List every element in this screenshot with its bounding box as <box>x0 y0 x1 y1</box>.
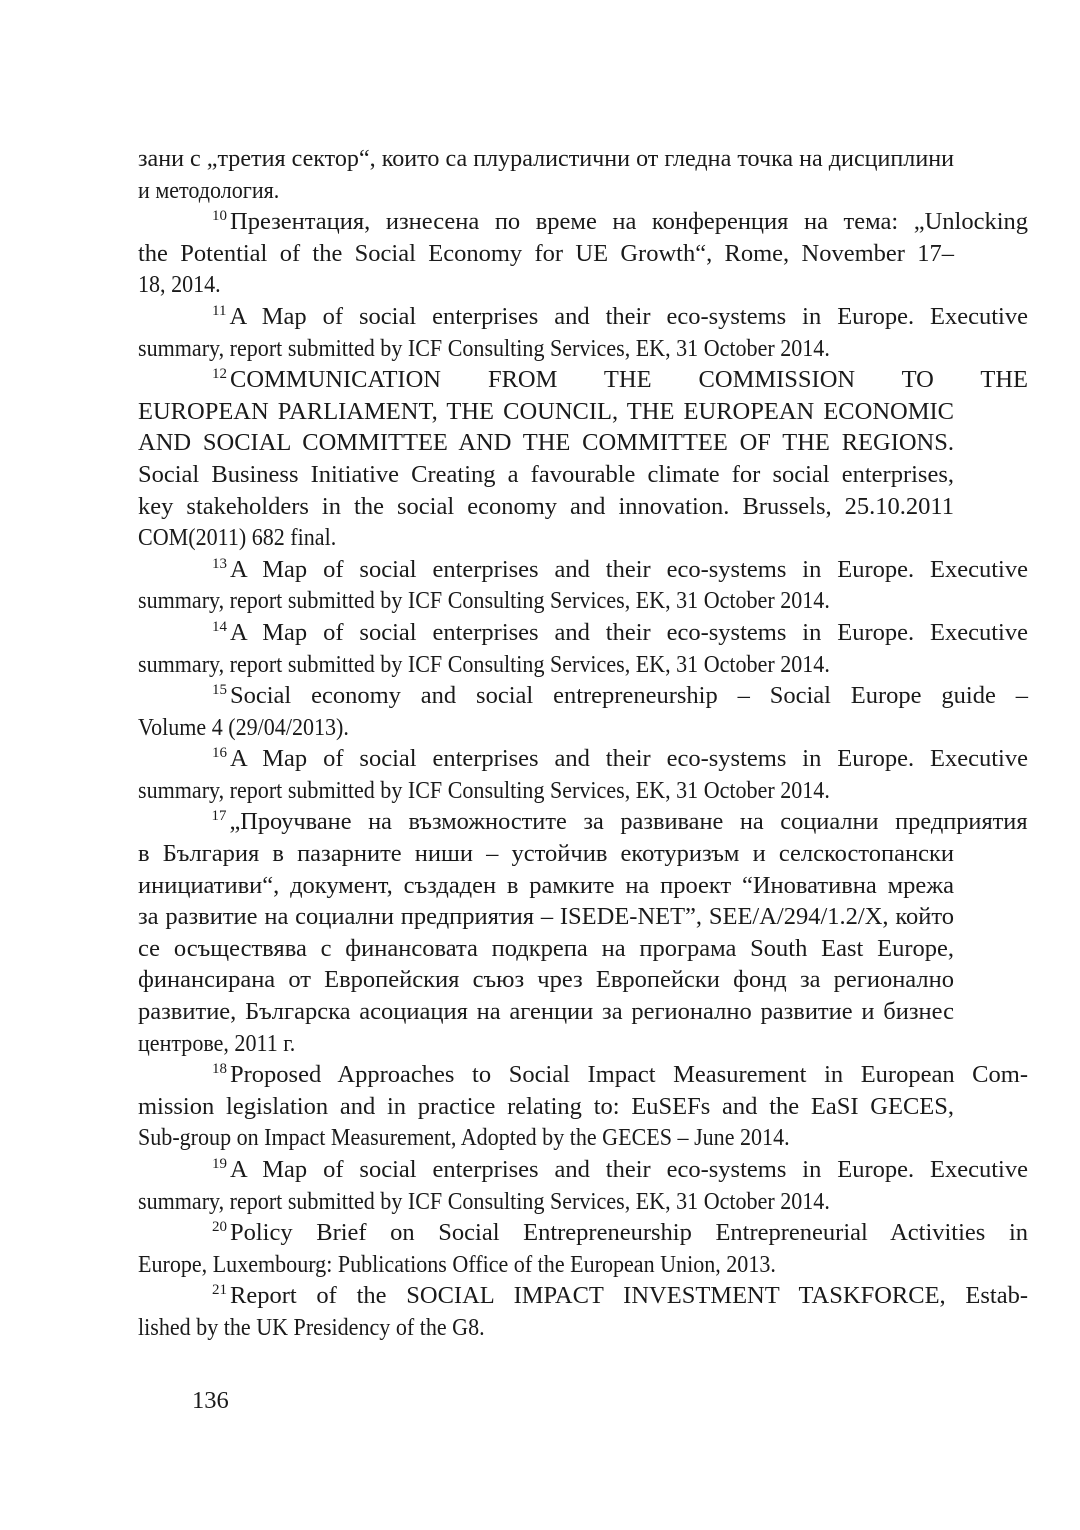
footnote-text: A Map of social enterprises and their eco-systems in Europe. Executive <box>230 618 1028 646</box>
footnote-text: „Проучване на възможностите за развиване на социални предприятия <box>229 808 1028 836</box>
footnote-18 <box>138 1059 1028 1154</box>
footnote-number: 18 <box>212 1061 227 1078</box>
footnote-line <box>138 206 1028 238</box>
footnote-line: mission legislation and in practice relating to: EuSEFs and the EaSI GECES, <box>138 1092 954 1120</box>
footnote-line: summary, report submitted by ICF Consulting Services, EK, 31 October 2014. <box>138 1187 830 1215</box>
footnote-11 <box>138 301 1028 364</box>
footnote-number: 14 <box>212 618 227 635</box>
footnote-line <box>138 1059 1028 1091</box>
footnote-10 <box>138 206 1028 301</box>
footnote-line <box>138 364 1028 396</box>
footnote-12 <box>138 364 1028 554</box>
footnote-text: A Map of social enterprises and their eco-systems in Europe. Executive <box>229 302 1028 330</box>
footnote-text: A Map of social enterprises and their eco-systems in Europe. Executive <box>230 1156 1028 1183</box>
footnote-number: 19 <box>212 1156 227 1172</box>
footnote-line: summary, report submitted by ICF Consulting Services, EK, 31 October 2014. <box>138 776 830 804</box>
text-line: и методология. <box>138 176 280 204</box>
footnote-number: 13 <box>212 555 227 572</box>
footnote-number: 15 <box>212 682 227 699</box>
footnote-14 <box>138 617 1028 680</box>
footnote-line: COM(2011) 682 final. <box>138 524 337 552</box>
footnote-20 <box>138 1217 1028 1280</box>
footnote-line <box>138 1154 1028 1186</box>
footnote-line <box>138 301 1028 333</box>
footnote-line: Volume 4 (29/04/2013). <box>138 713 349 741</box>
footnote-line: lished by the UK Presidency of the G8. <box>138 1313 485 1341</box>
footnote-line: инициативи“, документ, създаден в рамките на проект “Иновативна мрежа <box>138 871 954 899</box>
footnotes-list <box>138 206 1028 1343</box>
footnote-text: COMMUNICATION FROM THE COMMISSION TO THE <box>230 366 1028 394</box>
footnote-text: Proposed Approaches to Social Impact Measurement in European Com- <box>230 1061 1028 1089</box>
footnote-13 <box>138 554 1028 617</box>
footnote-line <box>138 617 1028 649</box>
footnote-line: key stakeholders in the social economy and innovation. Brussels, 25.10.2011 <box>138 492 954 520</box>
footnote-17 <box>138 806 1028 1059</box>
footnote-line: финансирана от Европейския съюз чрез Европейски фонд за регионално <box>138 966 954 994</box>
footnote-line <box>138 1217 1028 1249</box>
footnote-line: Social Business Initiative Creating a favourable climate for social enterprises, <box>138 460 954 488</box>
document-page <box>138 143 1028 1344</box>
footnote-19 <box>138 1154 1028 1217</box>
footnote-number: 21 <box>212 1282 227 1299</box>
footnote-line <box>138 806 1028 838</box>
footnote-text: A Map of social enterprises and their eco-systems in Europe. Executive <box>230 555 1028 583</box>
footnote-line: summary, report submitted by ICF Consulting Services, EK, 31 October 2014. <box>138 650 830 678</box>
footnote-number: 10 <box>212 208 227 225</box>
footnote-line: AND SOCIAL COMMITTEE AND THE COMMITTEE OF THE REGIONS. <box>138 429 954 457</box>
footnote-line: EUROPEAN PARLIAMENT, THE COUNCIL, THE EUROPEAN ECONOMIC <box>138 397 954 425</box>
text-line: зани с „третия сектор“, които са плуралистични от гледна точка на дисциплини <box>138 145 954 172</box>
continuation-paragraph <box>138 143 954 206</box>
footnote-number: 20 <box>212 1219 227 1236</box>
footnote-line: развитие, Българска асоциация на агенции за регионално развитие и бизнес <box>138 998 954 1026</box>
page-number: 136 <box>192 1387 229 1414</box>
footnote-text: A Map of social enterprises and their eco-systems in Europe. Executive <box>230 745 1028 773</box>
footnote-line: се осъществява с финансовата подкрепа на програма South East Europe, <box>138 934 954 962</box>
footnote-line <box>138 554 1028 586</box>
footnote-line: Sub-group on Impact Measurement, Adopted by the GECES – June 2014. <box>138 1124 790 1152</box>
footnote-line: Europe, Luxembourg: Publications Office of the European Union, 2013. <box>138 1250 776 1278</box>
footnote-line: в България в пазарните ниши – устойчив екотуризъм и селскостопански <box>138 840 954 868</box>
footnote-line: the Potential of the Social Economy for UE Growth“, Rome, November 17– <box>138 239 954 267</box>
footnote-16 <box>138 743 1028 806</box>
footnote-text: Презентация, изнесена по време на конференция на тема: „Unlocking <box>230 208 1028 236</box>
footnote-text: Policy Brief on Social Entrepreneurship Entrepreneurial Activities in <box>230 1219 1028 1247</box>
footnote-line: за развитие на социални предприятия – ISEDE-NET”, SEE/A/294/1.2/X, който <box>138 903 954 931</box>
footnote-number: 12 <box>212 366 227 383</box>
footnote-number: 16 <box>212 745 227 762</box>
footnote-line: summary, report submitted by ICF Consulting Services, EK, 31 October 2014. <box>138 334 830 362</box>
footnote-text: Report of the SOCIAL IMPACT INVESTMENT TASKFORCE, Estab- <box>230 1282 1028 1310</box>
footnote-line <box>138 1280 1028 1312</box>
footnote-15 <box>138 680 1028 743</box>
footnote-line: 18, 2014. <box>138 271 221 299</box>
footnote-line: summary, report submitted by ICF Consulting Services, EK, 31 October 2014. <box>138 587 830 615</box>
footnote-text: Social economy and social entrepreneurship – Social Europe guide – <box>230 682 1028 710</box>
footnote-number: 17 <box>211 808 227 825</box>
footnote-21 <box>138 1280 1028 1343</box>
footnote-number: 11 <box>212 302 227 319</box>
footnote-line: центрове, 2011 г. <box>138 1029 296 1057</box>
footnote-line <box>138 743 1028 775</box>
footnote-line <box>138 680 1028 712</box>
